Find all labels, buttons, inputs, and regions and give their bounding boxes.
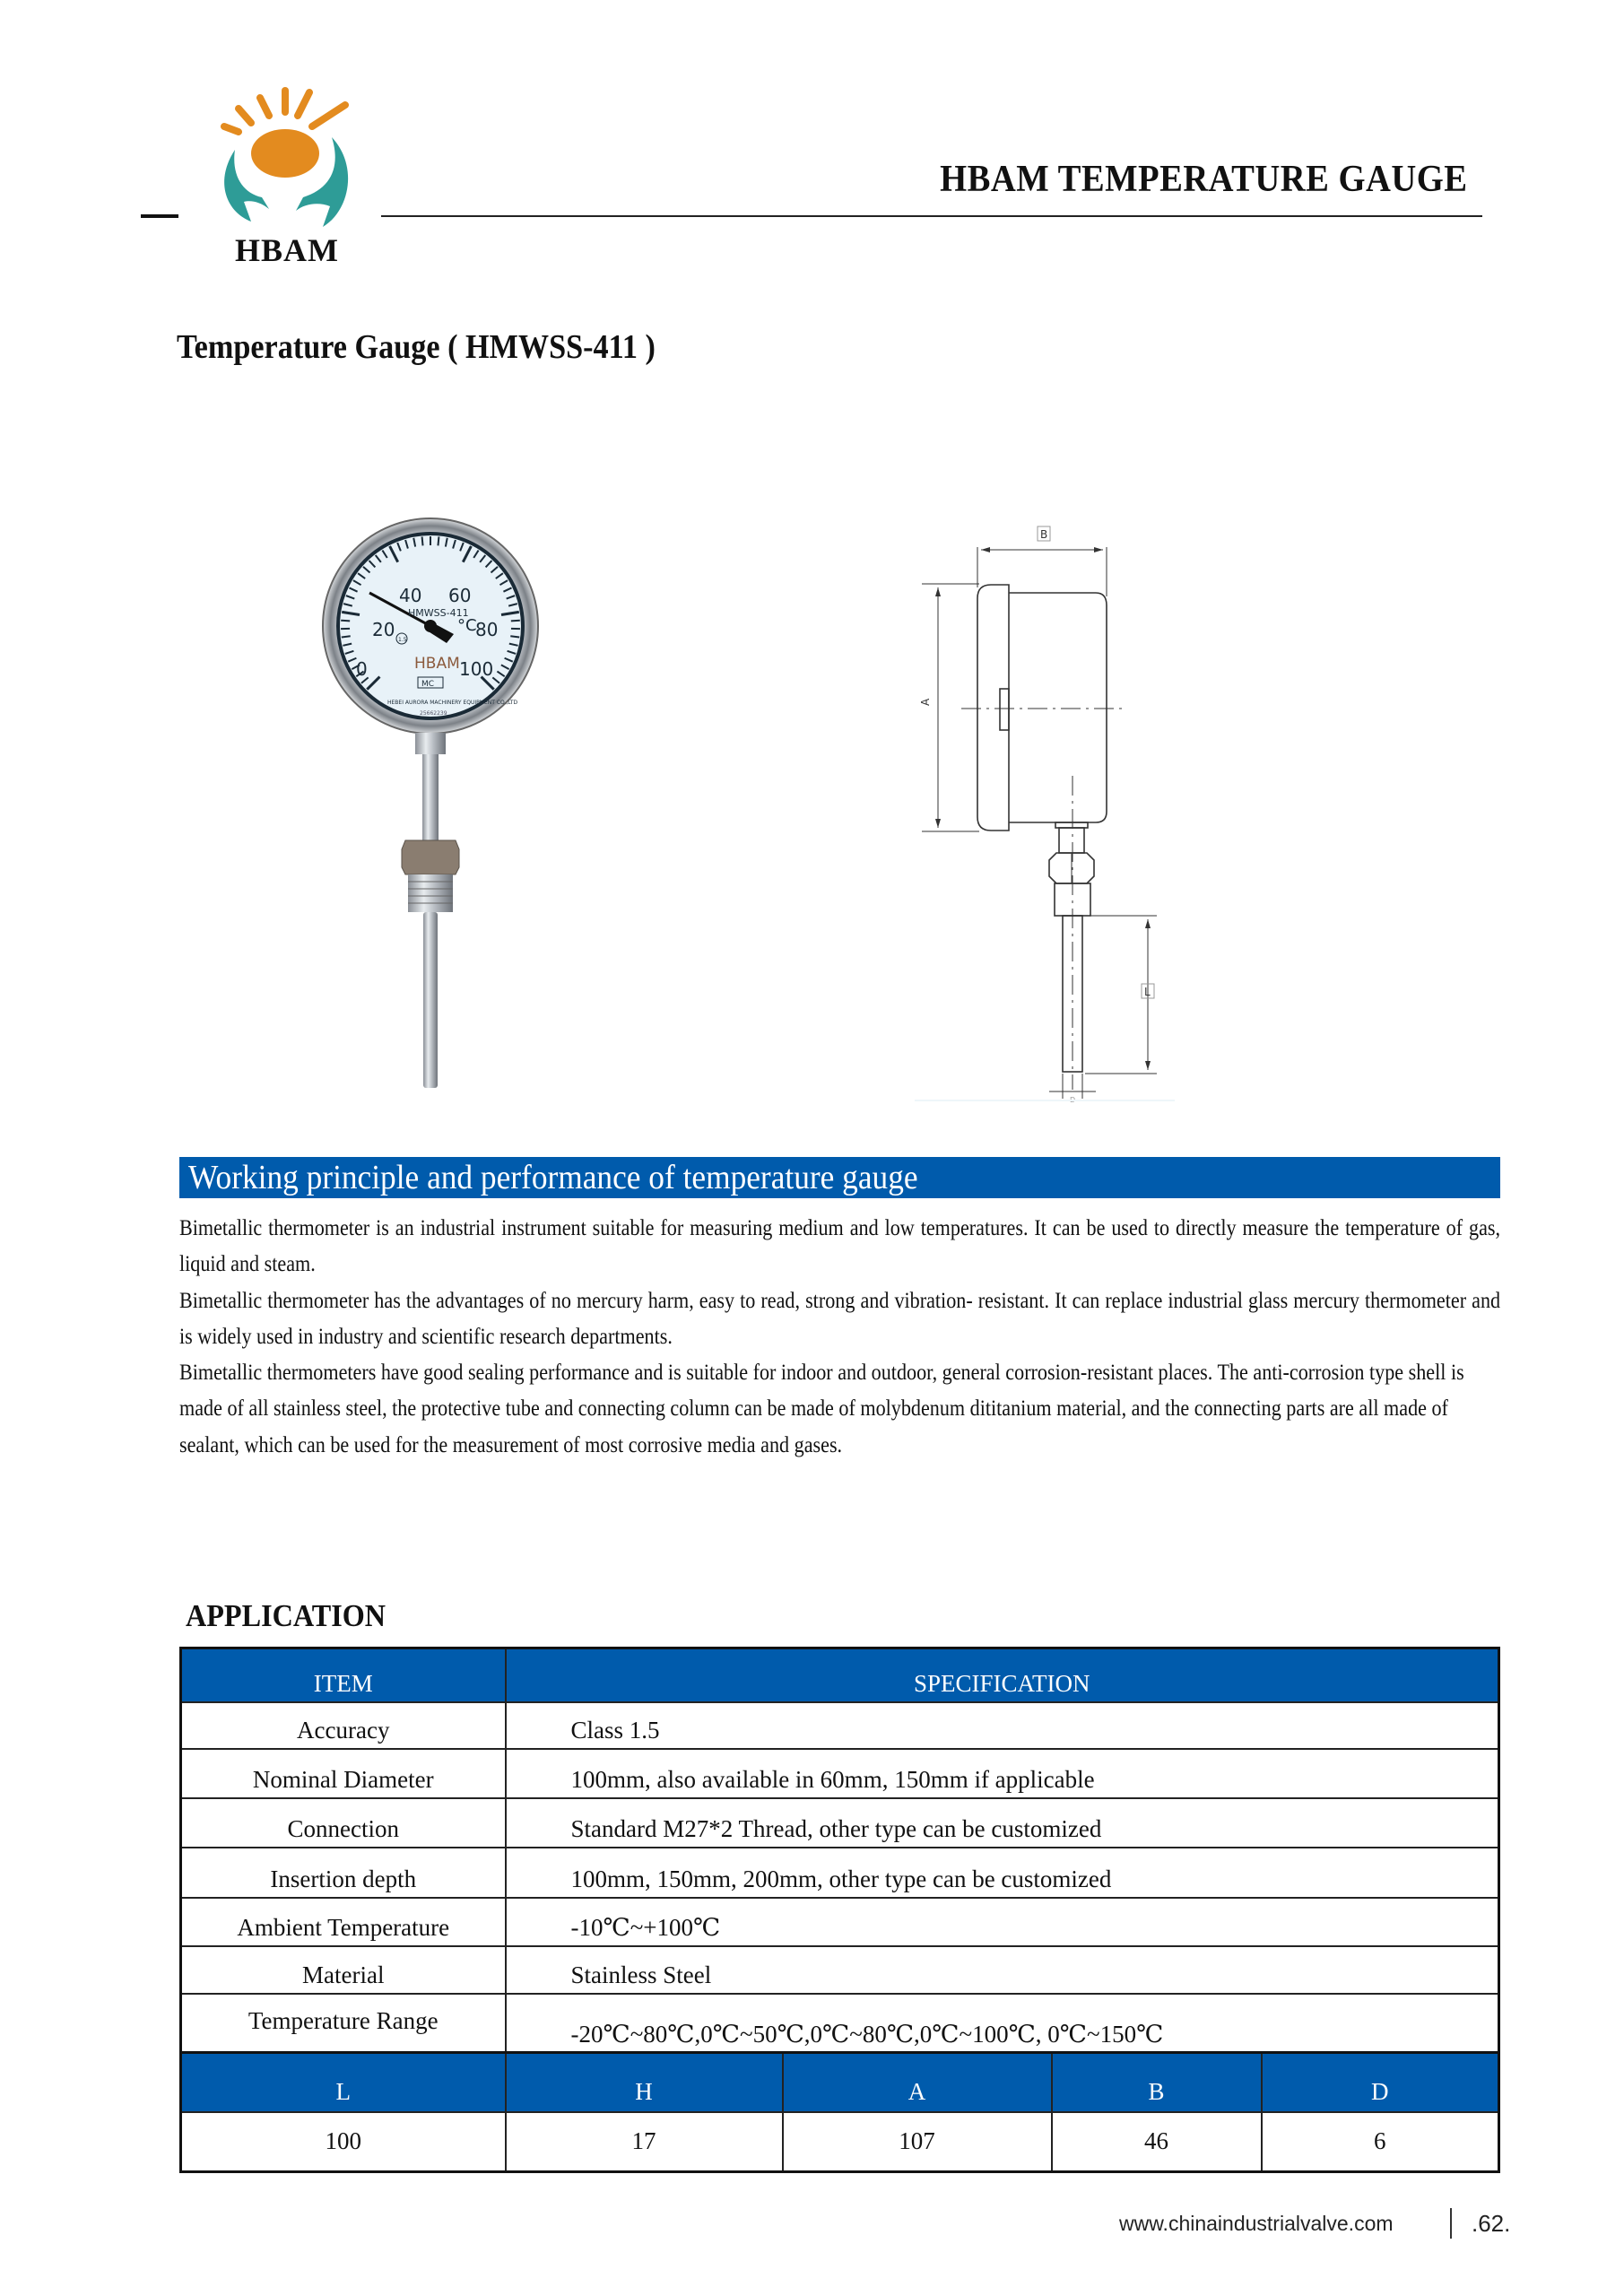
item-cell: Temperature Range — [181, 1994, 506, 2053]
sun-icon — [251, 129, 319, 178]
product-photo — [305, 516, 574, 1099]
dim-header: A — [783, 2053, 1052, 2112]
item-cell: Accuracy — [181, 1702, 506, 1749]
gauge-neck — [415, 733, 446, 754]
dial-mark: MC — [421, 680, 435, 689]
document-title: HBAM TEMPERATURE GAUGE — [939, 159, 1467, 200]
gauge-stem — [422, 754, 439, 840]
hex-nut — [402, 840, 459, 874]
table-row — [181, 1848, 1499, 1898]
table-row — [181, 1798, 1499, 1848]
needle-pivot — [424, 620, 437, 632]
scale-label: 40 — [399, 585, 422, 606]
spec-cell: 100mm, 150mm, 200mm, other type can be customized — [506, 1848, 1499, 1898]
dim-header: D — [1262, 2053, 1499, 2112]
dial-tick — [342, 636, 351, 637]
header-dash — [141, 214, 178, 218]
label-d: D — [1070, 1096, 1076, 1103]
label-l: L — [1144, 986, 1151, 998]
dial-tick — [438, 536, 439, 545]
dimension-value-row — [181, 2112, 1499, 2172]
dim-header: B — [1052, 2053, 1262, 2112]
page-number: .62. — [1472, 2210, 1511, 2237]
logo-text: HBAM — [235, 232, 339, 268]
section-title: Working principle and performance of temperature gauge — [188, 1159, 918, 1196]
table-row — [181, 1946, 1499, 1994]
probe — [423, 912, 438, 1088]
dim-value: 6 — [1262, 2112, 1499, 2172]
scale-label: 20 — [372, 619, 395, 640]
label-b: B — [1040, 528, 1048, 541]
dim-header: H — [506, 2053, 783, 2112]
thread — [408, 874, 453, 912]
item-cell: Ambient Temperature — [181, 1898, 506, 1946]
scale-label: 100 — [459, 658, 494, 680]
dial-model: HMWSS-411 — [408, 607, 469, 619]
dial-brand: HBAM — [414, 655, 460, 673]
spec-cell: -20℃~80℃,0℃~50℃,0℃~80℃,0℃~100℃, 0℃~150℃ — [506, 1994, 1499, 2053]
dimension-table — [179, 2051, 1500, 2173]
dim-header: L — [181, 2053, 506, 2112]
dimension-drawing — [906, 507, 1202, 1103]
dial-tick — [422, 536, 423, 545]
section-body — [179, 1211, 1500, 1464]
scale-label: 80 — [475, 619, 499, 640]
footer-website-link[interactable]: www.chinaindustrialvalve.com — [1119, 2212, 1394, 2235]
header-item: ITEM — [181, 1648, 506, 1702]
dim-value: 107 — [783, 2112, 1052, 2172]
hbam-logo — [215, 76, 368, 238]
paragraph: Bimetallic thermometer has the advantages of no mercury harm, easy to read, strong and vibration- resistant. It can replace industrial glass mercury thermometer and is widely used in industry and scientific research departments. — [179, 1288, 1501, 1349]
footer-separator — [1450, 2208, 1452, 2239]
scale-label: 60 — [448, 585, 472, 606]
header-rule — [381, 215, 1482, 217]
sun-rays-icon — [224, 91, 345, 132]
spec-cell: Stainless Steel — [506, 1946, 1499, 1994]
spec-cell: Standard M27*2 Thread, other type can be customized — [506, 1798, 1499, 1848]
paragraph: Bimetallic thermometer is an industrial instrument suitable for measuring medium and low temperatures. It can be used to directly measure the temperature of gas, liquid and steam. — [179, 1216, 1501, 1277]
scale-label: 0 — [356, 658, 368, 680]
item-cell: Connection — [181, 1798, 506, 1848]
table-row — [181, 1898, 1499, 1946]
dim-value: 17 — [506, 2112, 783, 2172]
table-row — [181, 1702, 1499, 1749]
item-cell: Nominal Diameter — [181, 1749, 506, 1798]
dial-tick — [341, 621, 350, 622]
spec-cell: -10℃~+100℃ — [506, 1898, 1499, 1946]
spec-cell: Class 1.5 — [506, 1702, 1499, 1749]
item-cell: Insertion depth — [181, 1848, 506, 1898]
dimension-header-row — [181, 2053, 1499, 2112]
table-header-row — [181, 1648, 1499, 1702]
dial-maker: HEBEI AURORA MACHINERY EQUIPMENT CO.,LTD — [387, 700, 518, 706]
table-row — [181, 1994, 1499, 2053]
paragraph: Bimetallic thermometers have good sealing performance and is suitable for indoor and outdoor, general corrosion-resistant places. The anti-corrosion type shell is made of all stainless steel, the protective tube and connecting column can be made of molybdenum dititanium material, and the connecting parts are all made of sealant, which can be used for the measurement of most corrosive media and gases. — [179, 1361, 1464, 1457]
item-cell: Material — [181, 1946, 506, 1994]
header-spec: SPECIFICATION — [506, 1648, 1499, 1702]
table-row — [181, 1749, 1499, 1798]
dim-value: 46 — [1052, 2112, 1262, 2172]
dial-tick — [511, 621, 520, 622]
dim-value: 100 — [181, 2112, 506, 2172]
dial-class: 1.5 — [398, 637, 407, 643]
dial-serial: 25662239 — [420, 710, 447, 717]
label-a: A — [919, 698, 932, 706]
dial-unit: °C — [457, 616, 477, 635]
product-title: Temperature Gauge ( HMWSS-411 ) — [177, 328, 656, 366]
dial-tick — [510, 636, 519, 637]
spec-cell: 100mm, also available in 60mm, 150mm if applicable — [506, 1749, 1499, 1798]
application-title: APPLICATION — [186, 1598, 386, 1633]
spec-table — [179, 1647, 1500, 2054]
